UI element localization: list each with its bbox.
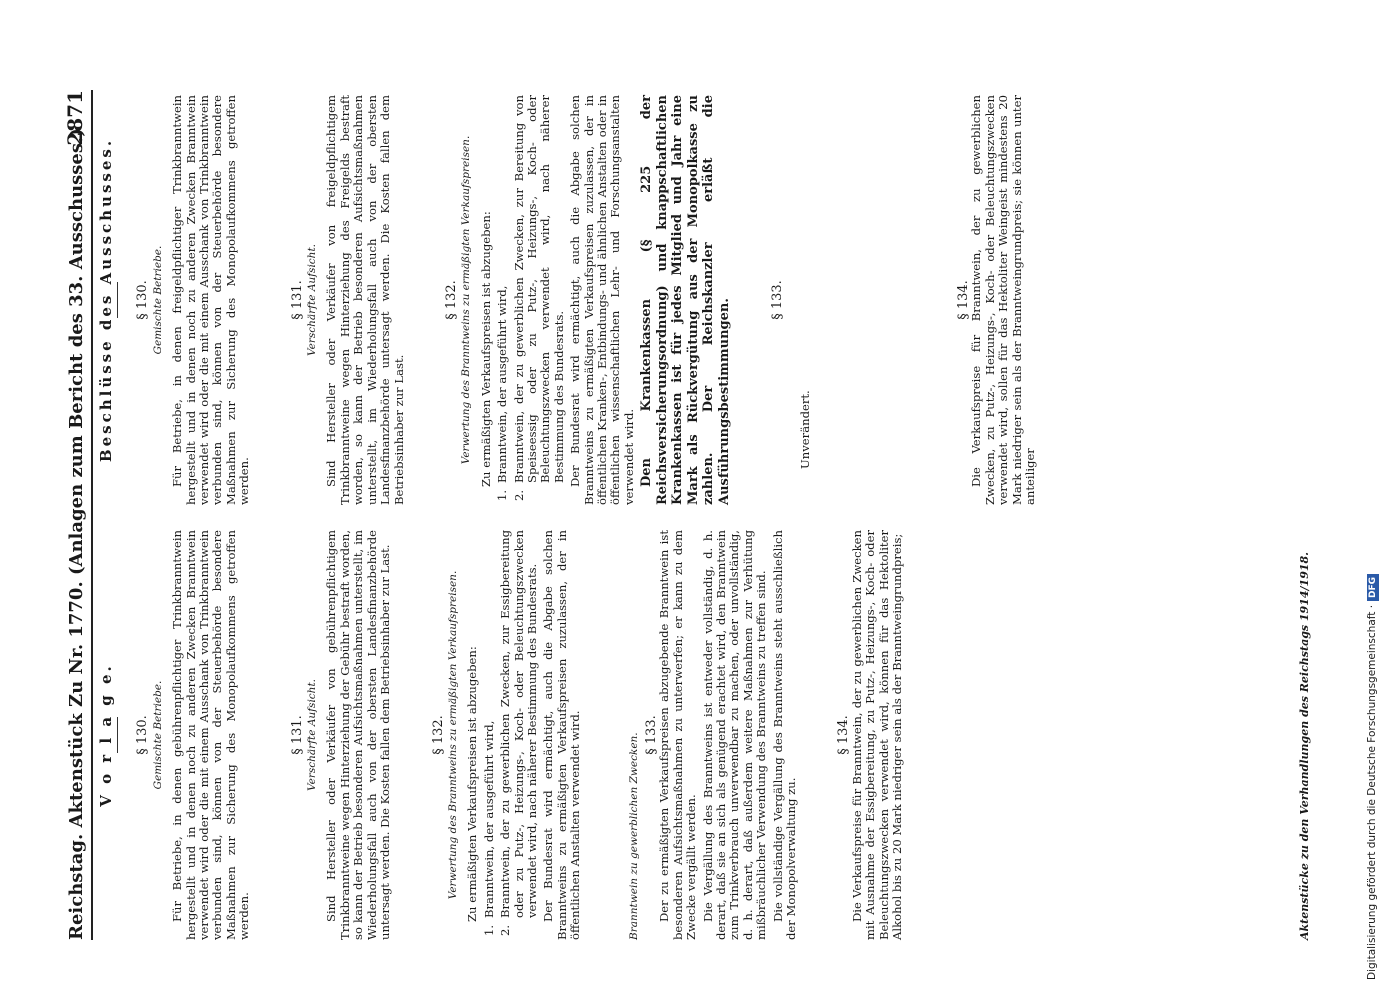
paragraph: Die Verkaufspreise für Branntwein, der zu gewerblichen Zwecken mit Ausnahme der Essigbereitung, zu Putz-, Heizungs-, Koch- oder Beleuchtungszwecken verwendet wird, können für das Hektoliter Alkohol bis zu 20 Mark niedriger sein als der Branntweingrundpreis; [849,530,905,940]
column-title-beschluesse: Beschlüsse des Ausschusses. [97,137,115,463]
enumerated-list [496,95,566,505]
paragraph: Für Betriebe, in denen freigeldpflichtiger Trinkbranntwein hergestellt und in denen noch zu anderen Zwecken Branntwein verwendet wird oder die mit einem Ausschank von Trinkbranntwein verbunden sind, können von der Steuerbehörde besondere Maßnahmen zur Sicherung des Monopolaufkommens getroffen werden. [170,95,252,505]
list-item [499,530,539,940]
section-subtitle: Verschärfte Aufsicht. [306,244,319,356]
title-rule [117,717,118,753]
list-text: Branntwein, der ausgeführt wird, [495,285,510,483]
paragraph: Der Bundesrat wird ermächtigt, auch die Abgabe solchen Branntweins zu ermäßigten Verkaufspreisen zuzulassen, der in öffentlichen Anstalten verwendet wird. [541,530,583,940]
list-number: 1. [481,924,496,936]
list-text: Branntwein, der zu gewerblichen Zwecken, zur Essigbereitung oder zu Putz-, Heizungs-, Koch- oder Beleuchtungszwecken verwendet wird, nach näherer Bestimmung des Bundesrats. [498,530,539,918]
section-number: § 133. [643,715,659,755]
page-header [55,90,93,940]
section-number: § 132. [443,280,459,320]
list-text: Branntwein, der zu gewerblichen Zwecken, zur Bereitung von Speiseessig oder zu Putz-, Heizungs-, Koch- oder Beleuchtungszwecken verwendet wird, nach näherer Bestimmung des Bundesrats. [511,95,566,483]
section-subtitle: Verschärfte Aufsicht. [306,679,319,791]
paragraph: Sind Hersteller oder Verkäufer von freigeldpflichtigem Trinkbranntweine wegen Hinterziehung des Freigelds bestraft worden, so kann der Betrieb besonderen Aufsichtsmaßnahmen unterstellt, im Wiederholungsfall auch von der obersten Landesfinanzbehörde untersagt werden. Die Kosten fallen dem Betriebsinhaber zur Last. [324,95,406,505]
section-subtitle: Gemischte Betriebe. [151,245,164,355]
list-number: 2. [511,489,526,501]
section-subtitle: Verwertung des Branntweins zu ermäßigten Verkaufspreisen. [460,135,473,465]
list-item [513,95,567,505]
paragraph-bold: Den Krankenkassen (§ 225 der Reichsversicherungsordnung) und knappschaftlichen Krankenkassen ist für jedes Mitglied und Jahr eine Mark als Rückvergütung aus der Monopolkasse zu zahlen. Der Reichskanzler erläßt die Ausführungsbestimmungen. [639,95,732,505]
section-subtitle: Verwertung des Branntweins zu ermäßigten Verkaufspreisen. [446,570,459,900]
page-number: 2871 [63,90,87,146]
subheading: Branntwein zu gewerblichen Zwecken. [627,732,640,940]
paragraph: Zu ermäßigten Verkaufspreisen ist abzugeben: [465,646,480,922]
list-number: 1. [495,489,510,501]
page-footer: Aktenstücke zu den Verhandlungen des Reichstags 1914/1918. [1298,552,1311,940]
section-subtitle: Gemischte Betriebe. [151,680,164,790]
paragraph: Die Vergällung des Branntweins ist entweder vollständig, d. h. derart, daß sie an sich als genügend erachtet wird, den Branntwein zum Trinkverbrauch unverwendbar zu machen, oder unvollständig, d. h. derart, daß außerdem weitere Maßnahmen zur Verhütung mißbräuchlicher Verwendung des Branntweins zu treffen sind. [700,530,769,940]
section-number: § 131. [289,280,305,320]
column-vorlage [97,530,907,940]
paragraph: Der zu ermäßigten Verkaufspreisen abzugebende Branntwein ist besonderen Aufsichtsmaßnahmen zu unterwerfen; er kann zu dem Zwecke vergällt werden. [657,530,699,940]
list-number: 2. [498,924,513,936]
section-number: § 134. [956,280,971,320]
column-beschluesse [97,95,1040,505]
title-rule [117,282,118,318]
list-item [483,530,496,940]
list-item [496,95,509,505]
section-number: § 130. [135,715,151,755]
paragraph: Für Betriebe, in denen gebührenpflichtiger Trinkbranntwein hergestellt und in denen noch zu anderen Zwecken Branntwein verwendet wird oder die mit einem Ausschank von Trinkbranntwein verbunden sind, können von der Steuerbehörde besondere Maßnahmen zur Sicherung des Monopolaufkommens getroffen werden. [170,530,252,940]
digitization-credit [1366,576,1383,980]
paragraph: Die Verkaufspreise für Branntwein, der zu gewerblichen Zwecken, zu Putz-, Heizungs-, Koch- oder Beleuchtungszwecken verwendet wird, sollen für das Hektoliter Weingeist mindestens 20 Mark niedriger sein als der Branntweingrundpreis; sie können unter anteiliger [969,95,1038,505]
dfg-logo: DFG [1367,574,1379,601]
paragraph: Der Bundesrat wird ermächtigt, auch die Abgabe solchen Branntweins zu ermäßigten Verkaufspreisen zuzulassen, der in öffentlichen Kranken-, Entbindungs- und ähnlichen Anstalten oder in öffentlichen wissenschaftlichen Lehr- und Forschungsanstalten verwendet wird. [568,95,636,505]
paragraph: Zu ermäßigten Verkaufspreisen ist abzugeben: [478,211,493,487]
paragraph: Die vollständige Vergällung des Branntweins steht ausschließlich der Monopolverwaltung zu. [770,530,799,940]
section-number: § 131. [289,715,305,755]
section-number: § 132. [430,715,446,755]
column-title-vorlage: V o r l a g e. [97,663,115,807]
credit-text: Digitalisierung gefördert durch die Deutsche Forschungsgemeinschaft · [1366,604,1378,980]
paragraph: Unverändert. [797,390,812,469]
section-number: § 130. [135,280,151,320]
section-number: § 134. [836,715,852,755]
list-text: Branntwein, der ausgeführt wird, [481,720,496,918]
paragraph: Sind Hersteller oder Verkäufer von gebührenpflichtigem Trinkbranntweine wegen Hinterziehung der Gebühr bestraft worden, so kann der Betrieb besonderen Aufsichtsmaßnahmen unterstellt, im Wiederholungsfall auch von der obersten Landesfinanzbehörde untersagt werden. Die Kosten fallen dem Betriebsinhaber zur Last. [324,530,393,940]
enumerated-list [483,530,540,940]
header-title: Reichstag. Aktenstück Zu Nr. 1770. (Anlagen zum Bericht des 33. Ausschusses.) [66,128,87,940]
section-number: § 133. [770,280,786,320]
